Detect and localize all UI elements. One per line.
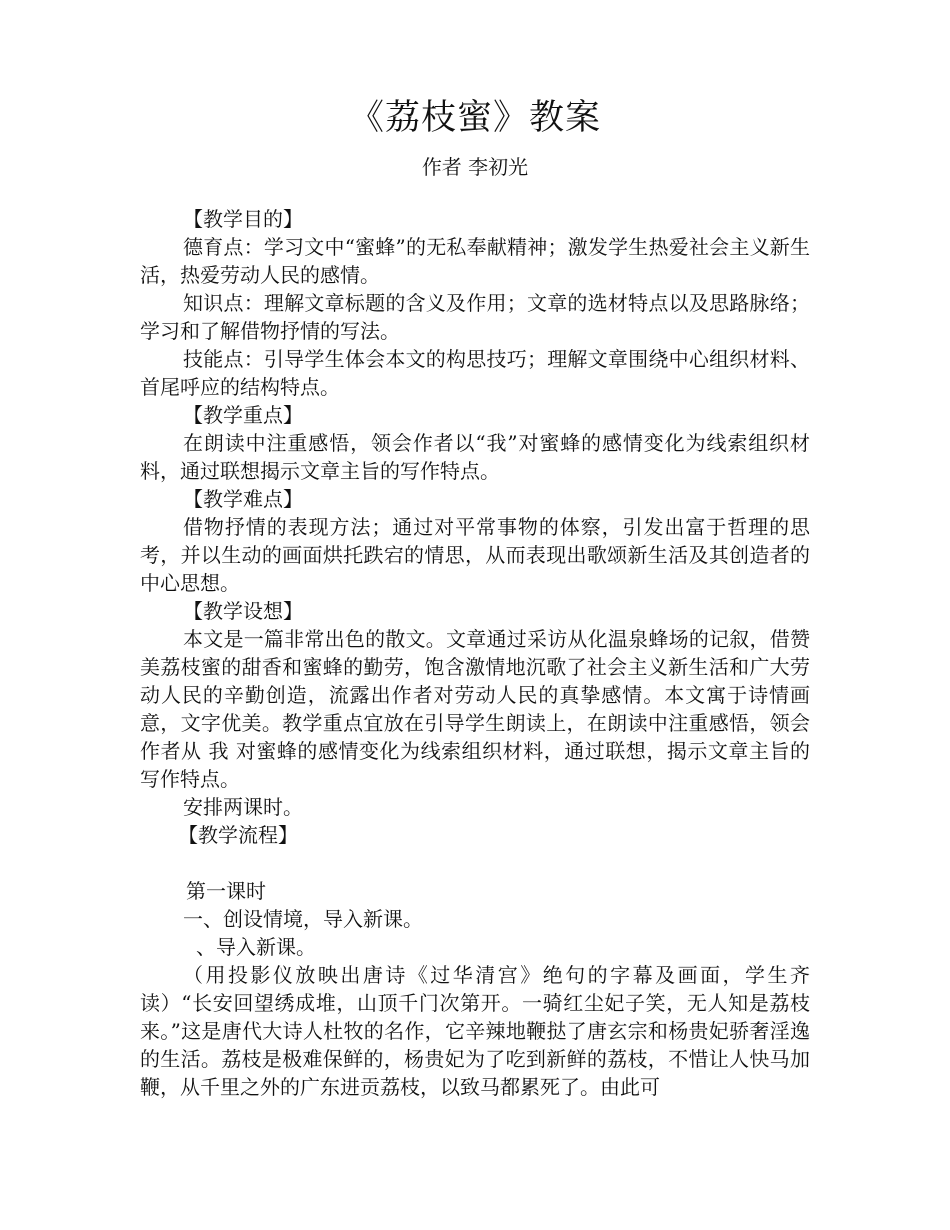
paragraph-goal-knowledge: 知识点：理解文章标题的含义及作用；文章的选材特点以及思路脉络；学习和了解借物抒情的写法。 bbox=[140, 291, 810, 343]
paragraph-intro: （用投影仪放映出唐诗《过华清宫》绝句的字幕及画面，学生齐读）“长安回望绣成堆，山顶千门次第开。一骑红尘妃子笑，无人知是荔枝来。”这是唐代大诗人杜牧的名作，它辛辣地鞭挞了唐玄宗和杨贵妃骄奢淫逸的生活。荔枝是极难保鲜的，杨贵妃为了吃到新鲜的荔枝，不惜让人快马加鞭，从千里之外的广东进贡荔枝，以致马都累死了。由此可 bbox=[140, 963, 810, 1099]
paragraph-goal-moral: 德育点：学习文中“蜜蜂”的无私奉献精神；激发学生热爱社会主义新生活，热爱劳动人民的感情。 bbox=[140, 235, 810, 287]
section-heading-difficulty: 【教学难点】 bbox=[183, 487, 303, 511]
section-heading-design: 【教学设想】 bbox=[183, 599, 303, 623]
step-heading: 一、创设情境，导入新课。 bbox=[183, 907, 423, 931]
paragraph-goal-skill: 技能点：引导学生体会本文的构思技巧；理解文章围绕中心组织材料、首尾呼应的结构特点。 bbox=[140, 347, 810, 399]
document-title: 《荔枝蜜》教案 bbox=[348, 98, 601, 138]
document-author: 作者 李初光 bbox=[421, 155, 529, 179]
paragraph-schedule: 安排两课时。 bbox=[183, 795, 303, 819]
step-subheading: 、导入新课。 bbox=[196, 935, 316, 959]
paragraph-design: 本文是一篇非常出色的散文。文章通过采访从化温泉蜂场的记叙，借赞美荔枝蜜的甜香和蜜蜂的勤劳，饱含激情地沉歌了社会主义新生活和广大劳动人民的辛勤创造，流露出作者对劳动人民的真挚感情。本文寓于诗情画意，文字优美。教学重点宜放在引导学生朗读上，在朗读中注重感悟，领会作者从 我 对蜜蜂的感情变化为线索组织材料，通过联想，揭示文章主旨的写作特点。 bbox=[140, 627, 810, 791]
document-body bbox=[140, 205, 810, 1101]
paragraph-difficulty: 借物抒情的表现方法；通过对平常事物的体察，引发出富于哲理的思考，并以生动的画面烘托跌宕的情思，从而表现出歌颂新生活及其创造者的中心思想。 bbox=[140, 515, 810, 595]
paragraph-focus: 在朗读中注重感悟，领会作者以“我”对蜜蜂的感情变化为线索组织材料，通过联想揭示文章主旨的写作特点。 bbox=[140, 431, 810, 483]
lesson-title: 第一课时 bbox=[186, 879, 266, 903]
section-heading-goals: 【教学目的】 bbox=[183, 207, 303, 231]
section-heading-process: 【教学流程】 bbox=[178, 823, 298, 847]
section-heading-focus: 【教学重点】 bbox=[183, 403, 303, 427]
blank-line bbox=[140, 849, 810, 877]
